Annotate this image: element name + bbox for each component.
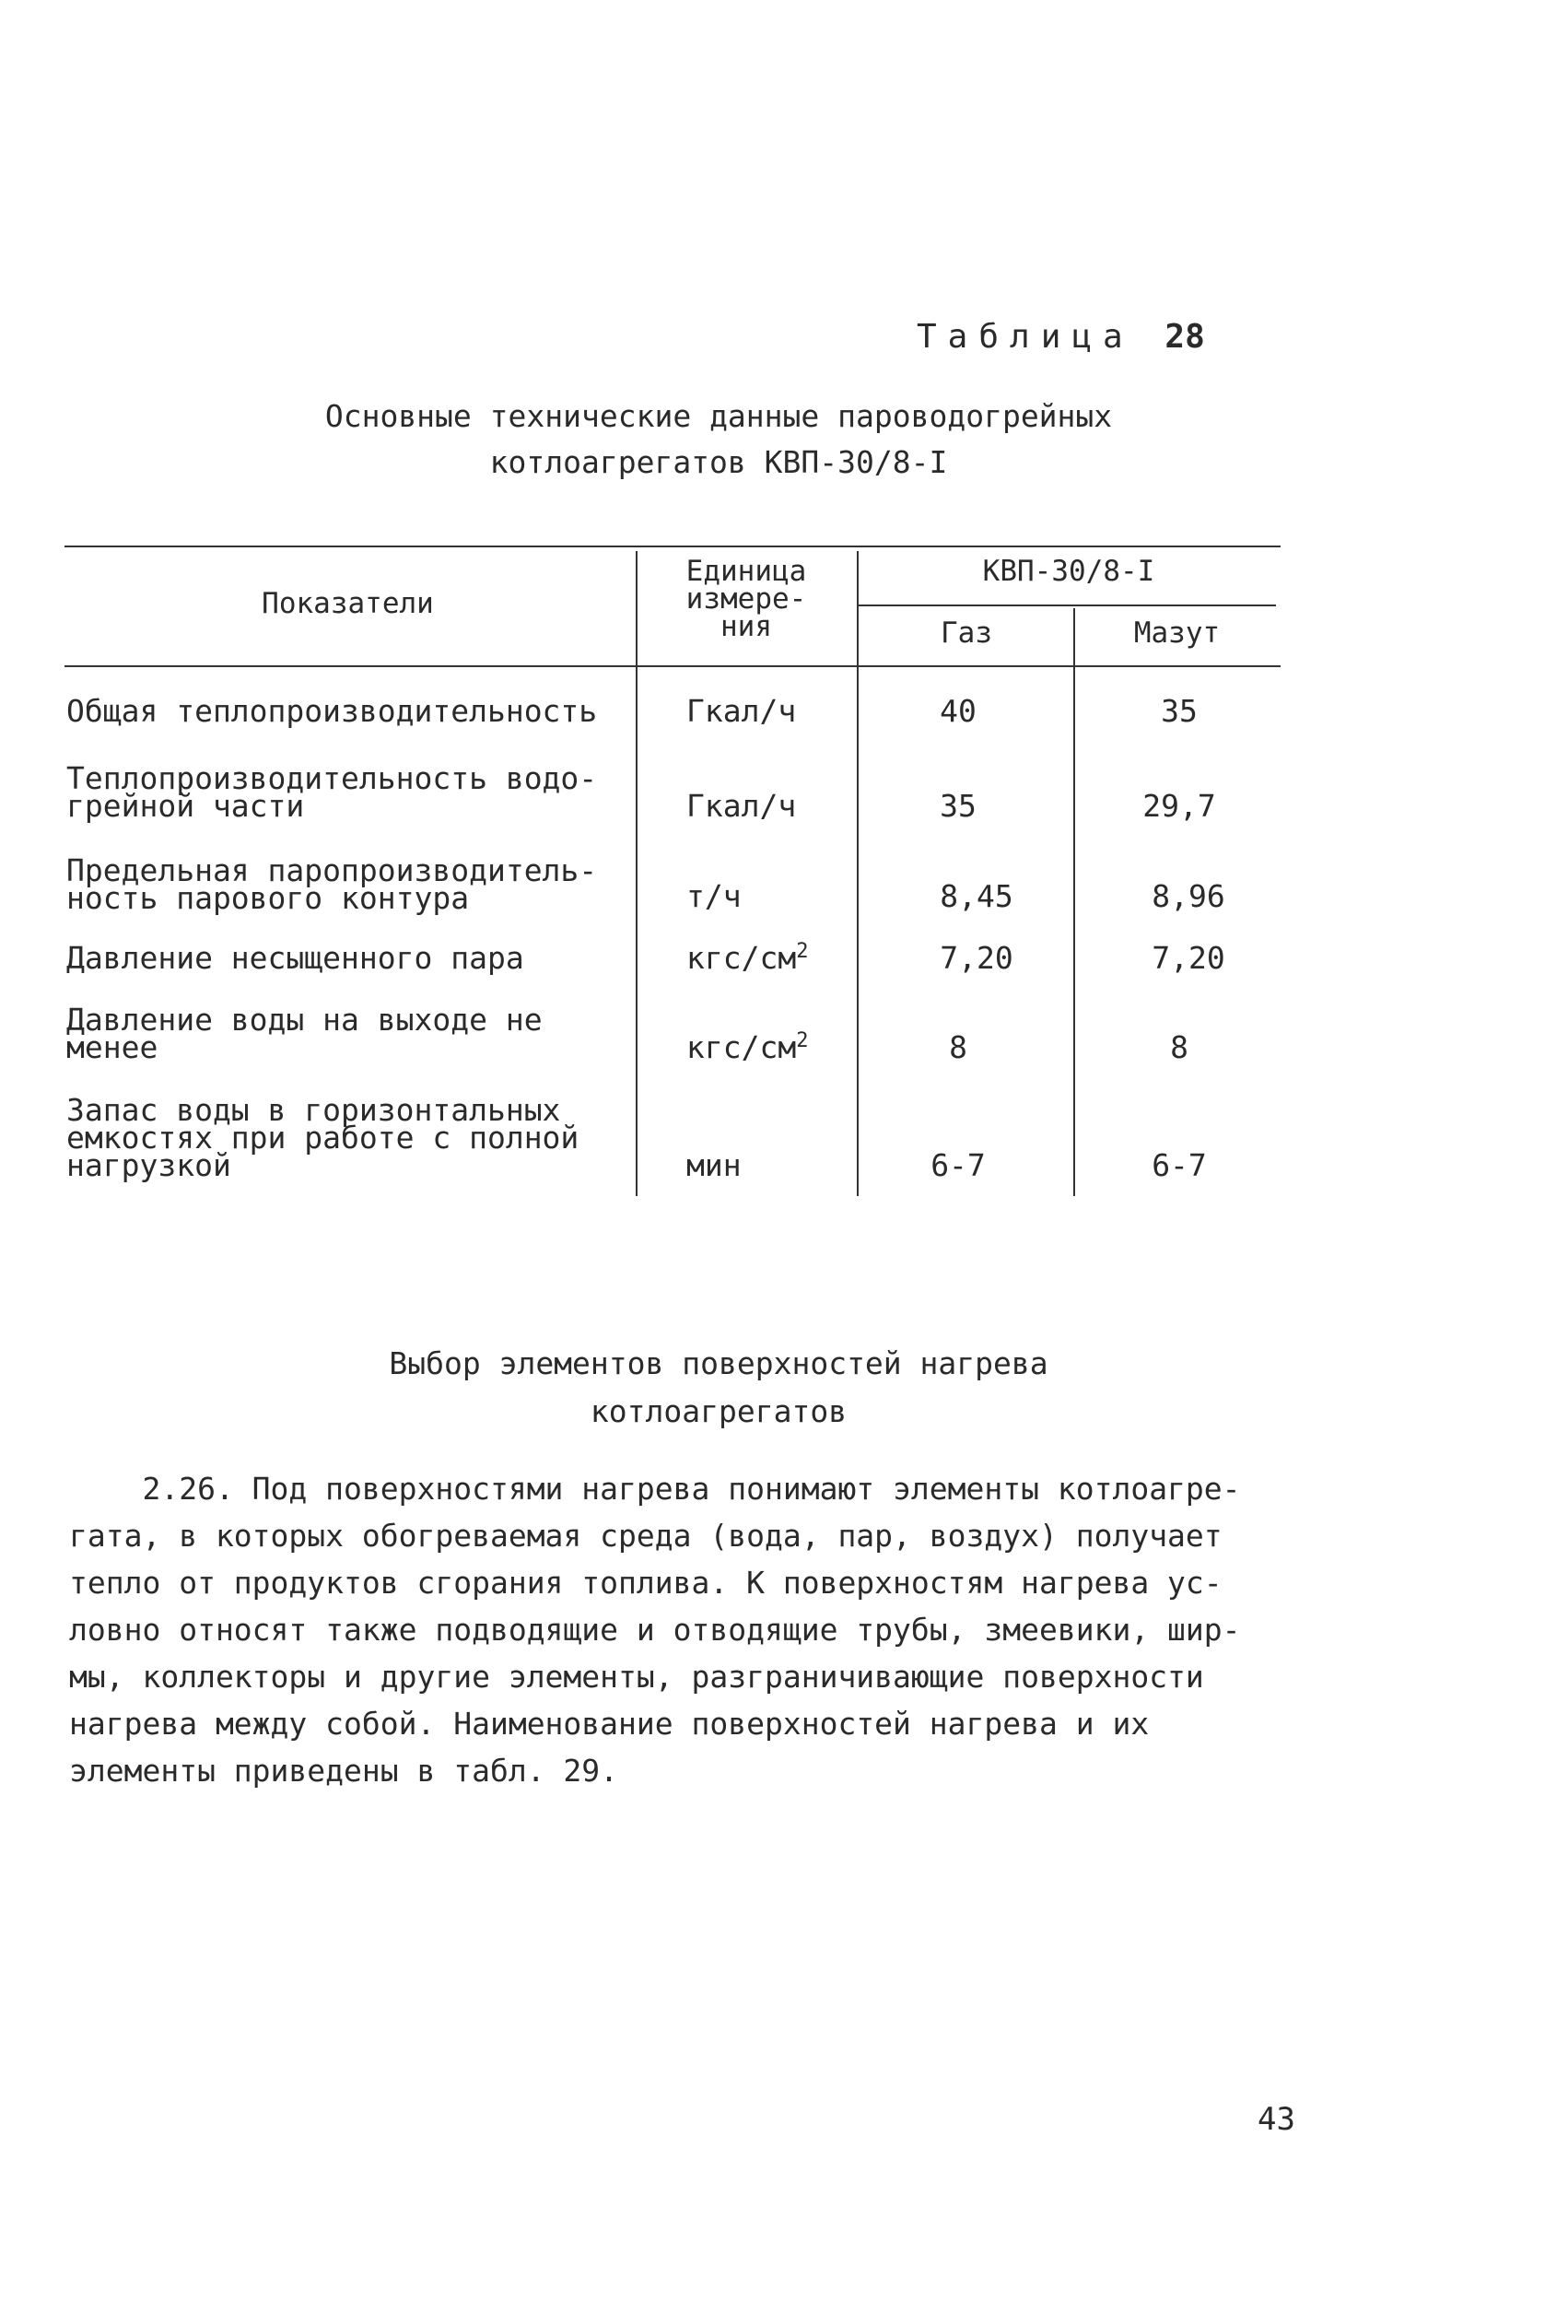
paragraph-line: элементы приведены в табл. 29. <box>69 1753 619 1789</box>
header-unit-line-1: Единица <box>685 555 807 588</box>
row-unit: мин <box>686 1147 742 1183</box>
table-col-rule-2 <box>857 551 859 1196</box>
paragraph-line: гата, в которых обогреваемая среда (вода, пар, воздух) получает <box>69 1518 1223 1554</box>
header-indicator: Показатели <box>262 587 434 620</box>
row-gas-value: 35 <box>940 788 977 824</box>
row-gas-value: 40 <box>940 693 977 729</box>
paragraph-line: 2.26. Под поверхностями нагрева понимают элементы котлоагре- <box>69 1471 1241 1507</box>
row-fuel-oil-value: 8,96 <box>1152 878 1225 914</box>
paragraph-line: нагрева между собой. Наименование поверхностей нагрева и их <box>69 1706 1150 1742</box>
header-fuel-oil: Мазут <box>1133 616 1221 650</box>
table-label-word: Таблица <box>917 318 1134 356</box>
paragraph-line: тепло от продуктов сгорания топлива. К поверхностям нагрева ус- <box>69 1565 1223 1601</box>
row-gas-value: 8 <box>949 1029 967 1065</box>
table-title-line-2: котлоагрегатов КВП-30/8-I <box>489 444 948 480</box>
header-unit <box>640 555 852 643</box>
row-unit: т/ч <box>686 878 742 914</box>
table-title-line-1: Основные технические данные пароводогрейных <box>324 398 1113 434</box>
row-unit: Гкал/ч <box>686 788 797 824</box>
row-gas-value: 7,20 <box>940 940 1013 976</box>
row-gas-value: 6-7 <box>930 1147 986 1183</box>
table-col-rule-3 <box>1073 608 1075 1196</box>
row-fuel-oil-value: 8 <box>1170 1029 1188 1065</box>
row-name: Теплопроизводительность водо- грейной части <box>66 760 598 824</box>
row-unit: кгс/$см^2$ <box>686 940 809 976</box>
row-unit: кгс/$см^2$ <box>686 1029 809 1065</box>
row-fuel-oil-value: 35 <box>1161 693 1198 729</box>
header-unit-line-2: измере- <box>685 582 807 616</box>
paragraph-line: мы, коллекторы и другие элементы, разграничивающие поверхности <box>69 1659 1204 1695</box>
row-fuel-oil-value: 29,7 <box>1142 788 1216 824</box>
header-gas: Газ <box>941 616 992 650</box>
header-group: КВП-30/8-I <box>982 555 1155 588</box>
row-name: Давление несыщенного пара <box>66 940 524 976</box>
page-number: 43 <box>1258 2101 1295 2138</box>
section-title-line-1: Выбор элементов поверхностей нагрева <box>389 1345 1048 1381</box>
table-number: 28 <box>1164 318 1205 356</box>
row-fuel-oil-value: 7,20 <box>1152 940 1225 976</box>
table-col-rule-1 <box>636 551 638 1196</box>
row-name: Общая теплопроизводительность <box>66 693 598 729</box>
table-label <box>917 318 1205 356</box>
paragraph-line: ловно относят также подводящие и отводящие трубы, змеевики, шир- <box>69 1612 1241 1648</box>
header-unit-line-3: ния <box>720 610 772 643</box>
row-name: Предельная паропроизводитель- ность парового контура <box>66 852 598 916</box>
row-name: Запас воды в горизонтальных емкостях при работе с полной нагрузкой <box>66 1092 579 1183</box>
section-title-line-2: котлоагрегатов <box>590 1393 848 1429</box>
body-paragraph <box>69 1465 1322 1794</box>
row-gas-value: 8,45 <box>940 878 1013 914</box>
row-fuel-oil-value: 6-7 <box>1152 1147 1207 1183</box>
table-top-rule <box>64 546 1281 547</box>
table-group-rule <box>857 604 1276 606</box>
row-unit: Гкал/ч <box>686 693 797 729</box>
table-header-rule <box>64 665 1281 667</box>
row-name: Давление воды на выходе не менее <box>66 1002 543 1065</box>
